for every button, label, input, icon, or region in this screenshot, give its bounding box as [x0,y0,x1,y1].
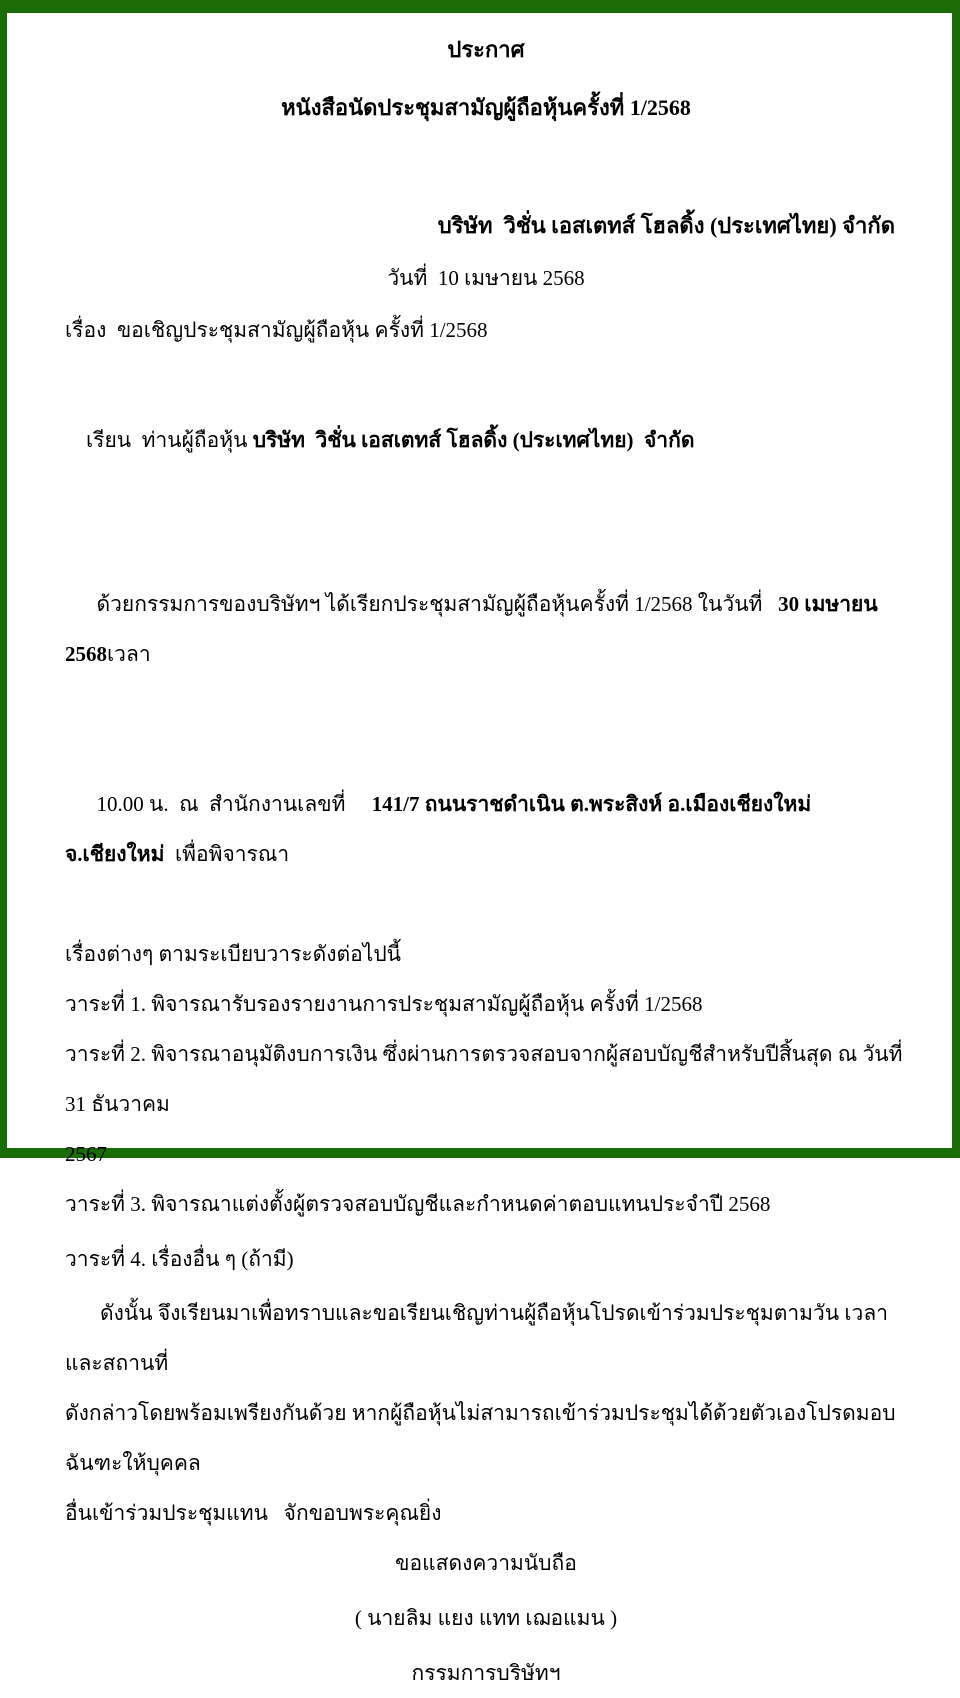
document-subtitle: หนังสือนัดประชุมสามัญผู้ถือหุ้นครั้งที่ 1/2568 [281,95,691,120]
agenda-item-2-line-2: 2567 [65,1142,107,1166]
closing-line-1: ดังนั้น จึงเรียนมาเพื่อทราบและขอเรียนเชิญท่านผู้ถือหุ้นโปรดเข้าร่วมประชุมตามวัน เวลา และสถานที่ [65,1301,894,1375]
signatory-name: ( นายลิม แยง แทท เฌอแมน ) [354,1606,618,1630]
closing-line-3: อื่นเข้าร่วมประชุมแทน จักขอบพระคุณยิ่ง [65,1501,442,1525]
attention-line [65,365,907,515]
meeting-details-paragraph [65,529,907,979]
agenda-item-3: วาระที่ 3. พิจารณาแต่งตั้งผู้ตรวจสอบบัญชีและกำหนดค่าตอบแทนประจำปี 2568 [65,1192,771,1216]
meeting-time: 10.00 น. ณ สำนักงานเลขที่ [96,792,372,816]
meeting-details-line-1 [65,529,907,729]
closing-line-2: ดังกล่าวโดยพร้อมเพรียงกันด้วย หากผู้ถือหุ้นไม่สามารถเข้าร่วมประชุมได้ด้วยตัวเองโปรดมอบฉันฑะให้บุคคล [65,1401,896,1475]
attention-company-name: บริษัท วิชั่น เอสเตทส์ โฮลดิ้ง (ประเทศไทย) จำกัด [252,428,695,452]
meeting-details-purpose: เพื่อพิจารณา [164,842,290,866]
subject-line: เรื่อง ขอเชิญประชุมสามัญผู้ถือหุ้น ครั้งที่ 1/2568 [65,318,488,342]
agenda-item-1: วาระที่ 1. พิจารณารับรองรายงานการประชุมสามัญผู้ถือหุ้น ครั้งที่ 1/2568 [65,992,703,1016]
document-title: ประกาศ [447,37,525,62]
meeting-details-intro: ด้วยกรรมการของบริษัทฯ ได้เรียกประชุมสามัญผู้ถือหุ้นครั้งที่ 1/2568 ในวันที่ [96,592,779,616]
meeting-date: 30 เมษายน 2568 [65,592,883,666]
meeting-details-line-2 [65,729,907,929]
signatory-title: กรรมการบริษัทฯ [411,1661,561,1685]
meeting-details-time-word: เวลา [107,642,151,666]
document-date: วันที่ 10 เมษายน 2568 [387,266,585,290]
closing-paragraph [65,1288,907,1538]
company-name: บริษัท วิชั่น เอสเตทส์ โฮลดิ้ง (ประเทศไทย) จำกัด [437,213,895,238]
attention-prefix: เรียน ท่านผู้ถือหุ้น [86,428,253,452]
agenda-item-2-line-1: วาระที่ 2. พิจารณาอนุมัติงบการเงิน ซึ่งผ่านการตรวจสอบจากผู้สอบบัญชีสำหรับปีสิ้นสุด ณ วันที่ 31 ธันวาคม [65,1042,908,1116]
agenda-item-4: วาระที่ 4. เรื่องอื่น ๆ (ถ้ามี) [65,1247,294,1271]
sign-off: ขอแสดงความนับถือ [395,1551,577,1575]
meeting-details-line-3: เรื่องต่างๆ ตามระเบียบวาระดังต่อไปนี้ [65,942,402,966]
meeting-address: 141/7 ถนนราชดำเนิน ต.พระสิงห์ อ.เมืองเชียงใหม่ จ.เชียงใหม่ [65,792,817,866]
